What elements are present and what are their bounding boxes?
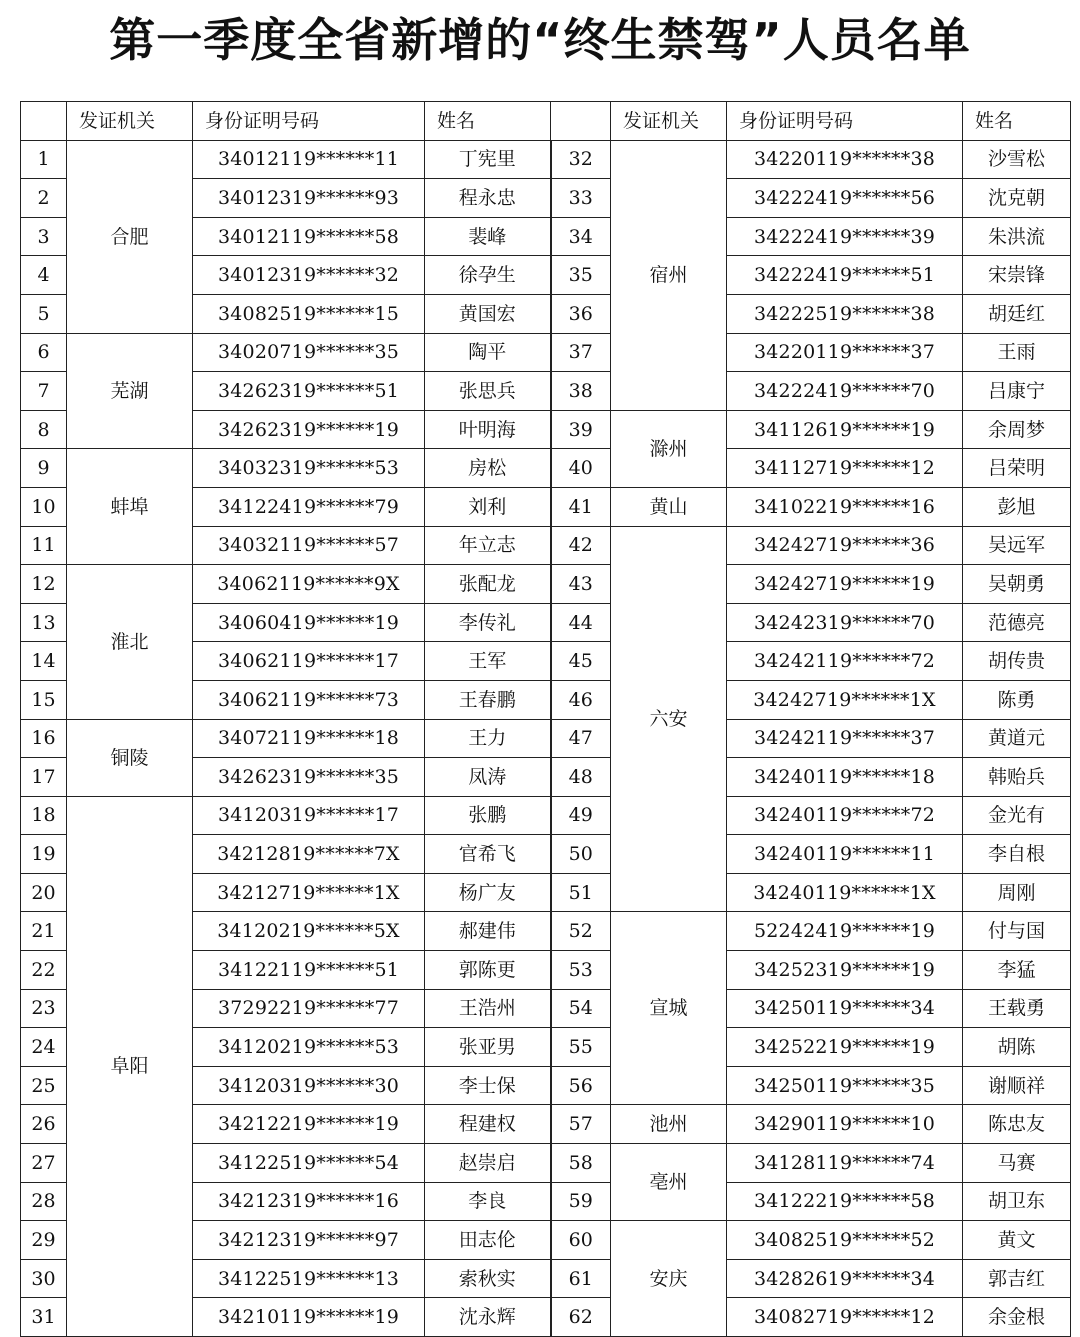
person-name: 黄道元 <box>963 719 1071 758</box>
id-number: 34222419******56 <box>727 179 963 218</box>
id-number: 34102219******16 <box>727 487 963 526</box>
id-number: 34212319******97 <box>193 1221 425 1260</box>
person-name: 杨广友 <box>425 873 551 912</box>
header-name-right: 姓名 <box>963 102 1071 141</box>
id-number: 34122519******13 <box>193 1259 425 1298</box>
person-name: 王力 <box>425 719 551 758</box>
id-number: 34120319******17 <box>193 796 425 835</box>
id-number: 34012119******11 <box>193 140 425 179</box>
id-number: 34062119******9X <box>193 565 425 604</box>
person-name: 黄国宏 <box>425 294 551 333</box>
person-name: 程建权 <box>425 1105 551 1144</box>
row-number: 56 <box>551 1066 611 1105</box>
person-name: 索秋实 <box>425 1259 551 1298</box>
row-number: 31 <box>21 1298 67 1337</box>
id-number: 34122519******54 <box>193 1144 425 1183</box>
person-name: 韩贻兵 <box>963 758 1071 797</box>
person-name: 周刚 <box>963 873 1071 912</box>
row-number: 43 <box>551 565 611 604</box>
id-number: 34082719******12 <box>727 1298 963 1337</box>
row-number: 42 <box>551 526 611 565</box>
id-number: 34212219******19 <box>193 1105 425 1144</box>
issuing-authority: 亳州 <box>611 1144 727 1221</box>
person-name: 张鹏 <box>425 796 551 835</box>
id-number: 34240119******1X <box>727 873 963 912</box>
issuing-authority: 宣城 <box>611 912 727 1105</box>
row-number: 22 <box>21 951 67 990</box>
person-name: 朱洪流 <box>963 217 1071 256</box>
issuing-authority: 合肥 <box>67 140 193 333</box>
row-number: 8 <box>21 410 67 449</box>
row-number: 1 <box>21 140 67 179</box>
person-name: 年立志 <box>425 526 551 565</box>
id-number: 34122119******51 <box>193 951 425 990</box>
row-number: 60 <box>551 1221 611 1260</box>
id-number: 34082519******15 <box>193 294 425 333</box>
person-name: 郝建伟 <box>425 912 551 951</box>
person-name: 王载勇 <box>963 989 1071 1028</box>
row-number: 49 <box>551 796 611 835</box>
id-number: 34222419******51 <box>727 256 963 295</box>
row-number: 35 <box>551 256 611 295</box>
row-number: 13 <box>21 603 67 642</box>
person-name: 胡传贵 <box>963 642 1071 681</box>
id-number: 34290119******10 <box>727 1105 963 1144</box>
person-name: 沈永辉 <box>425 1298 551 1337</box>
id-number: 34020719******35 <box>193 333 425 372</box>
row-number: 46 <box>551 680 611 719</box>
row-number: 27 <box>21 1144 67 1183</box>
row-number: 15 <box>21 680 67 719</box>
header-org-right: 发证机关 <box>611 102 727 141</box>
id-number: 34062119******73 <box>193 680 425 719</box>
person-name: 王浩州 <box>425 989 551 1028</box>
id-number: 34220119******37 <box>727 333 963 372</box>
row-number: 54 <box>551 989 611 1028</box>
id-number: 34240119******11 <box>727 835 963 874</box>
id-number: 34072119******18 <box>193 719 425 758</box>
id-number: 34210119******19 <box>193 1298 425 1337</box>
row-number: 19 <box>21 835 67 874</box>
id-number: 34012319******32 <box>193 256 425 295</box>
row-number: 40 <box>551 449 611 488</box>
person-name: 郭吉红 <box>963 1259 1071 1298</box>
person-name: 余周梦 <box>963 410 1071 449</box>
person-name: 李猛 <box>963 951 1071 990</box>
row-number: 2 <box>21 179 67 218</box>
person-name: 吴远军 <box>963 526 1071 565</box>
id-number: 34242319******70 <box>727 603 963 642</box>
id-number: 34242719******1X <box>727 680 963 719</box>
person-name: 程永忠 <box>425 179 551 218</box>
issuing-authority: 六安 <box>611 526 727 912</box>
person-name: 范德亮 <box>963 603 1071 642</box>
person-name: 胡廷红 <box>963 294 1071 333</box>
person-name: 李传礼 <box>425 603 551 642</box>
id-number: 34060419******19 <box>193 603 425 642</box>
id-number: 34240119******72 <box>727 796 963 835</box>
id-number: 34122219******58 <box>727 1182 963 1221</box>
person-name: 金光有 <box>963 796 1071 835</box>
id-number: 34262319******51 <box>193 372 425 411</box>
header-no <box>21 102 67 141</box>
row-number: 30 <box>21 1259 67 1298</box>
person-name: 徐孕生 <box>425 256 551 295</box>
person-name: 谢顺祥 <box>963 1066 1071 1105</box>
header-name: 姓名 <box>425 102 551 141</box>
row-number: 6 <box>21 333 67 372</box>
row-number: 39 <box>551 410 611 449</box>
id-number: 34120219******5X <box>193 912 425 951</box>
id-number: 34242719******36 <box>727 526 963 565</box>
id-number: 34082519******52 <box>727 1221 963 1260</box>
row-number: 34 <box>551 217 611 256</box>
row-number: 45 <box>551 642 611 681</box>
person-name: 彭旭 <box>963 487 1071 526</box>
person-name: 陶平 <box>425 333 551 372</box>
id-number: 34220119******38 <box>727 140 963 179</box>
row-number: 58 <box>551 1144 611 1183</box>
id-number: 34262319******19 <box>193 410 425 449</box>
row-number: 41 <box>551 487 611 526</box>
person-name: 余金根 <box>963 1298 1071 1337</box>
row-number: 53 <box>551 951 611 990</box>
issuing-authority: 铜陵 <box>67 719 193 796</box>
row-number: 36 <box>551 294 611 333</box>
id-number: 34222419******70 <box>727 372 963 411</box>
row-number: 3 <box>21 217 67 256</box>
issuing-authority: 池州 <box>611 1105 727 1144</box>
person-name: 沈克朝 <box>963 179 1071 218</box>
id-number: 34222419******39 <box>727 217 963 256</box>
person-name: 黄文 <box>963 1221 1071 1260</box>
id-number: 34242119******37 <box>727 719 963 758</box>
id-number: 34252319******19 <box>727 951 963 990</box>
id-number: 34112719******12 <box>727 449 963 488</box>
issuing-authority: 宿州 <box>611 140 727 410</box>
person-name: 王雨 <box>963 333 1071 372</box>
row-number: 12 <box>21 565 67 604</box>
person-name: 刘利 <box>425 487 551 526</box>
row-number: 62 <box>551 1298 611 1337</box>
id-number: 34212319******16 <box>193 1182 425 1221</box>
row-number: 37 <box>551 333 611 372</box>
person-name: 丁宪里 <box>425 140 551 179</box>
person-name: 官希飞 <box>425 835 551 874</box>
id-number: 52242419******19 <box>727 912 963 951</box>
person-name: 付与国 <box>963 912 1071 951</box>
issuing-authority: 阜阳 <box>67 796 193 1336</box>
row-number: 51 <box>551 873 611 912</box>
row-number: 17 <box>21 758 67 797</box>
person-name: 裴峰 <box>425 217 551 256</box>
row-number: 25 <box>21 1066 67 1105</box>
table-row <box>21 796 1071 835</box>
id-number: 34250119******34 <box>727 989 963 1028</box>
row-number: 24 <box>21 1028 67 1067</box>
table-row <box>21 140 1071 179</box>
row-number: 26 <box>21 1105 67 1144</box>
table-row <box>21 565 1071 604</box>
id-number: 34122419******79 <box>193 487 425 526</box>
row-number: 16 <box>21 719 67 758</box>
person-name: 马赛 <box>963 1144 1071 1183</box>
table-row <box>21 449 1071 488</box>
row-number: 20 <box>21 873 67 912</box>
row-number: 21 <box>21 912 67 951</box>
person-name: 吕康宁 <box>963 372 1071 411</box>
id-number: 34222519******38 <box>727 294 963 333</box>
header-id-right: 身份证明号码 <box>727 102 963 141</box>
row-number: 57 <box>551 1105 611 1144</box>
person-name: 叶明海 <box>425 410 551 449</box>
person-name: 郭陈更 <box>425 951 551 990</box>
issuing-authority: 淮北 <box>67 565 193 719</box>
roster-table <box>20 101 1071 1337</box>
id-number: 34252219******19 <box>727 1028 963 1067</box>
person-name: 胡陈 <box>963 1028 1071 1067</box>
id-number: 34262319******35 <box>193 758 425 797</box>
issuing-authority: 蚌埠 <box>67 449 193 565</box>
row-number: 47 <box>551 719 611 758</box>
id-number: 34012319******93 <box>193 179 425 218</box>
person-name: 胡卫东 <box>963 1182 1071 1221</box>
row-number: 18 <box>21 796 67 835</box>
issuing-authority: 黄山 <box>611 487 727 526</box>
row-number: 61 <box>551 1259 611 1298</box>
person-name: 田志伦 <box>425 1221 551 1260</box>
row-number: 32 <box>551 140 611 179</box>
id-number: 34012119******58 <box>193 217 425 256</box>
id-number: 34212719******1X <box>193 873 425 912</box>
row-number: 9 <box>21 449 67 488</box>
id-number: 34240119******18 <box>727 758 963 797</box>
person-name: 张思兵 <box>425 372 551 411</box>
id-number: 34250119******35 <box>727 1066 963 1105</box>
row-number: 7 <box>21 372 67 411</box>
person-name: 王春鹏 <box>425 680 551 719</box>
person-name: 张配龙 <box>425 565 551 604</box>
row-number: 4 <box>21 256 67 295</box>
person-name: 宋崇锋 <box>963 256 1071 295</box>
id-number: 34242719******19 <box>727 565 963 604</box>
row-number: 55 <box>551 1028 611 1067</box>
person-name: 赵崇启 <box>425 1144 551 1183</box>
id-number: 34032319******53 <box>193 449 425 488</box>
row-number: 44 <box>551 603 611 642</box>
person-name: 李自根 <box>963 835 1071 874</box>
person-name: 沙雪松 <box>963 140 1071 179</box>
row-number: 48 <box>551 758 611 797</box>
id-number: 34032119******57 <box>193 526 425 565</box>
row-number: 23 <box>21 989 67 1028</box>
id-number: 34112619******19 <box>727 410 963 449</box>
row-number: 52 <box>551 912 611 951</box>
row-number: 50 <box>551 835 611 874</box>
row-number: 28 <box>21 1182 67 1221</box>
row-number: 59 <box>551 1182 611 1221</box>
issuing-authority: 滁州 <box>611 410 727 487</box>
row-number: 10 <box>21 487 67 526</box>
row-number: 38 <box>551 372 611 411</box>
person-name: 陈忠友 <box>963 1105 1071 1144</box>
person-name: 李士保 <box>425 1066 551 1105</box>
header-id: 身份证明号码 <box>193 102 425 141</box>
id-number: 37292219******77 <box>193 989 425 1028</box>
header-row <box>21 102 1071 141</box>
person-name: 凤涛 <box>425 758 551 797</box>
person-name: 房松 <box>425 449 551 488</box>
id-number: 34212819******7X <box>193 835 425 874</box>
id-number: 34120319******30 <box>193 1066 425 1105</box>
row-number: 33 <box>551 179 611 218</box>
person-name: 吕荣明 <box>963 449 1071 488</box>
row-number: 5 <box>21 294 67 333</box>
person-name: 陈勇 <box>963 680 1071 719</box>
header-no-right <box>551 102 611 141</box>
page-title: 第一季度全省新增的“终生禁驾”人员名单 <box>109 13 971 67</box>
issuing-authority: 安庆 <box>611 1221 727 1337</box>
id-number: 34282619******34 <box>727 1259 963 1298</box>
id-number: 34128119******74 <box>727 1144 963 1183</box>
person-name: 王军 <box>425 642 551 681</box>
person-name: 张亚男 <box>425 1028 551 1067</box>
issuing-authority: 芜湖 <box>67 333 193 449</box>
table-row <box>21 719 1071 758</box>
row-number: 29 <box>21 1221 67 1260</box>
id-number: 34062119******17 <box>193 642 425 681</box>
header-org: 发证机关 <box>67 102 193 141</box>
roster-body <box>21 140 1071 1336</box>
row-number: 11 <box>21 526 67 565</box>
person-name: 李良 <box>425 1182 551 1221</box>
person-name: 吴朝勇 <box>963 565 1071 604</box>
id-number: 34242119******72 <box>727 642 963 681</box>
id-number: 34120219******53 <box>193 1028 425 1067</box>
table-row <box>21 333 1071 372</box>
row-number: 14 <box>21 642 67 681</box>
